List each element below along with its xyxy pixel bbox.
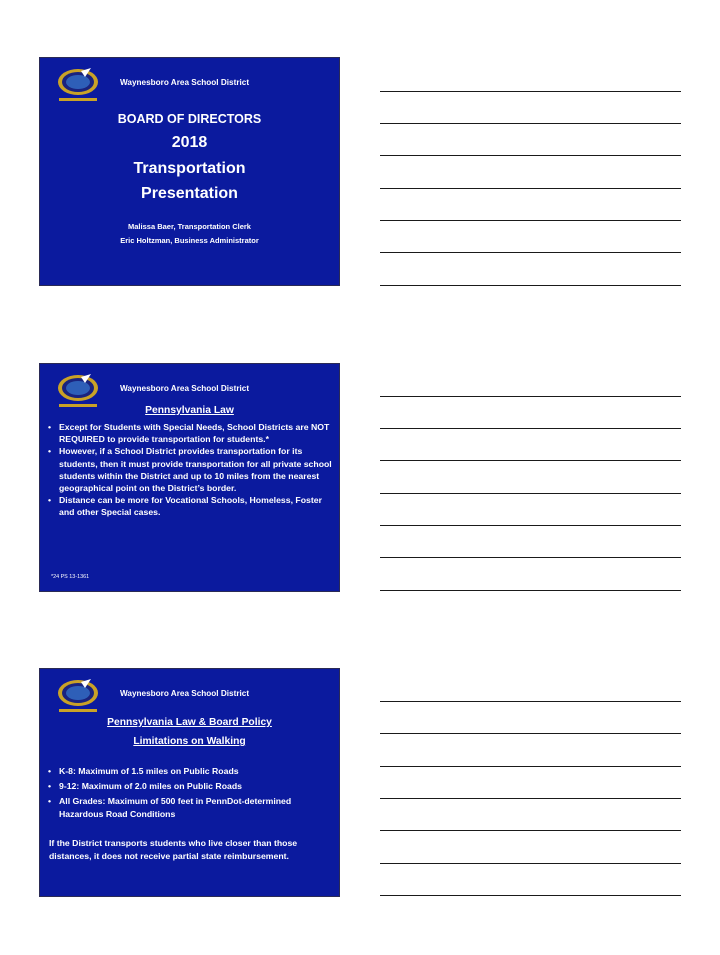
note-line (380, 733, 681, 734)
bullet-text: However, if a School District provides transportation for its students, then it must provide transportation for all private school students within the District and up to 10 miles from the nearest geographical point on the District’s border. (59, 446, 332, 494)
district-name: Waynesboro Area School District (120, 384, 250, 393)
slide-title-line: 2018 (171, 134, 208, 151)
note-line (380, 188, 681, 189)
note-line (380, 493, 681, 494)
note-line (380, 220, 681, 221)
note-line (380, 701, 681, 702)
slide-title-line: BOARD OF DIRECTORS (117, 112, 262, 126)
slide-heading: Pennsylvania Law & Board Policy (107, 717, 272, 728)
district-logo-icon (55, 65, 101, 105)
presenter-credit: Eric Holtzman, Business Administrator (120, 236, 259, 245)
note-line (380, 123, 681, 124)
bullet-item (46, 421, 336, 445)
district-name: Waynesboro Area School District (120, 689, 250, 698)
reimbursement-note: If the District transports students who live closer than those distances, it does not receive partial state reimbursement. (49, 838, 298, 861)
bullet-icon: • (48, 766, 52, 776)
bullet-item (46, 780, 336, 793)
bullet-item (46, 494, 336, 518)
bullet-text: Distance can be more for Vocational Schools, Homeless, Foster and other Special cases. (59, 495, 322, 518)
bullet-icon: • (48, 781, 52, 791)
footnote: *24 PS 13-1361 (51, 574, 90, 580)
note-line (380, 155, 681, 156)
note-line (380, 590, 681, 591)
slide-subheading: Limitations on Walking (133, 736, 246, 747)
bullet-icon: • (48, 796, 52, 806)
note-line (380, 557, 681, 558)
bullet-text: 9-12: Maximum of 2.0 miles on Public Roads (59, 781, 242, 791)
slide-heading: Pennsylvania Law (145, 405, 234, 416)
note-line (380, 830, 681, 831)
bullet-icon: • (48, 422, 52, 432)
note-line (380, 91, 681, 92)
bullet-icon: • (48, 446, 52, 457)
note-line (380, 766, 681, 767)
bullet-item (46, 765, 336, 778)
note-line (380, 396, 681, 397)
bullet-list (46, 765, 336, 823)
bullet-icon: • (48, 495, 52, 506)
slide-title-line: Transportation (133, 160, 246, 177)
bullet-item (46, 795, 336, 821)
district-logo-icon (55, 676, 101, 716)
slide-pennsylvania-law (39, 363, 340, 592)
bullet-text: K-8: Maximum of 1.5 miles on Public Roads (59, 766, 239, 776)
bullet-text: All Grades: Maximum of 500 feet in PennDot-determined Hazardous Road Conditions (59, 796, 292, 819)
slide-walking-limitations (39, 668, 340, 897)
note-line (380, 285, 681, 286)
note-line (380, 863, 681, 864)
presenter-credit: Malissa Baer, Transportation Clerk (128, 222, 251, 231)
note-line (380, 798, 681, 799)
bullet-text: Except for Students with Special Needs, School Districts are NOT REQUIRED to provide transportation for students.* (59, 422, 330, 445)
note-line (380, 460, 681, 461)
note-line (380, 428, 681, 429)
slide-title (39, 57, 340, 286)
slide-title-line: Presentation (141, 185, 238, 202)
note-line (380, 525, 681, 526)
bullet-list (46, 421, 336, 519)
bullet-item (46, 445, 336, 494)
note-line (380, 252, 681, 253)
district-name: Waynesboro Area School District (120, 78, 250, 87)
note-line (380, 895, 681, 896)
